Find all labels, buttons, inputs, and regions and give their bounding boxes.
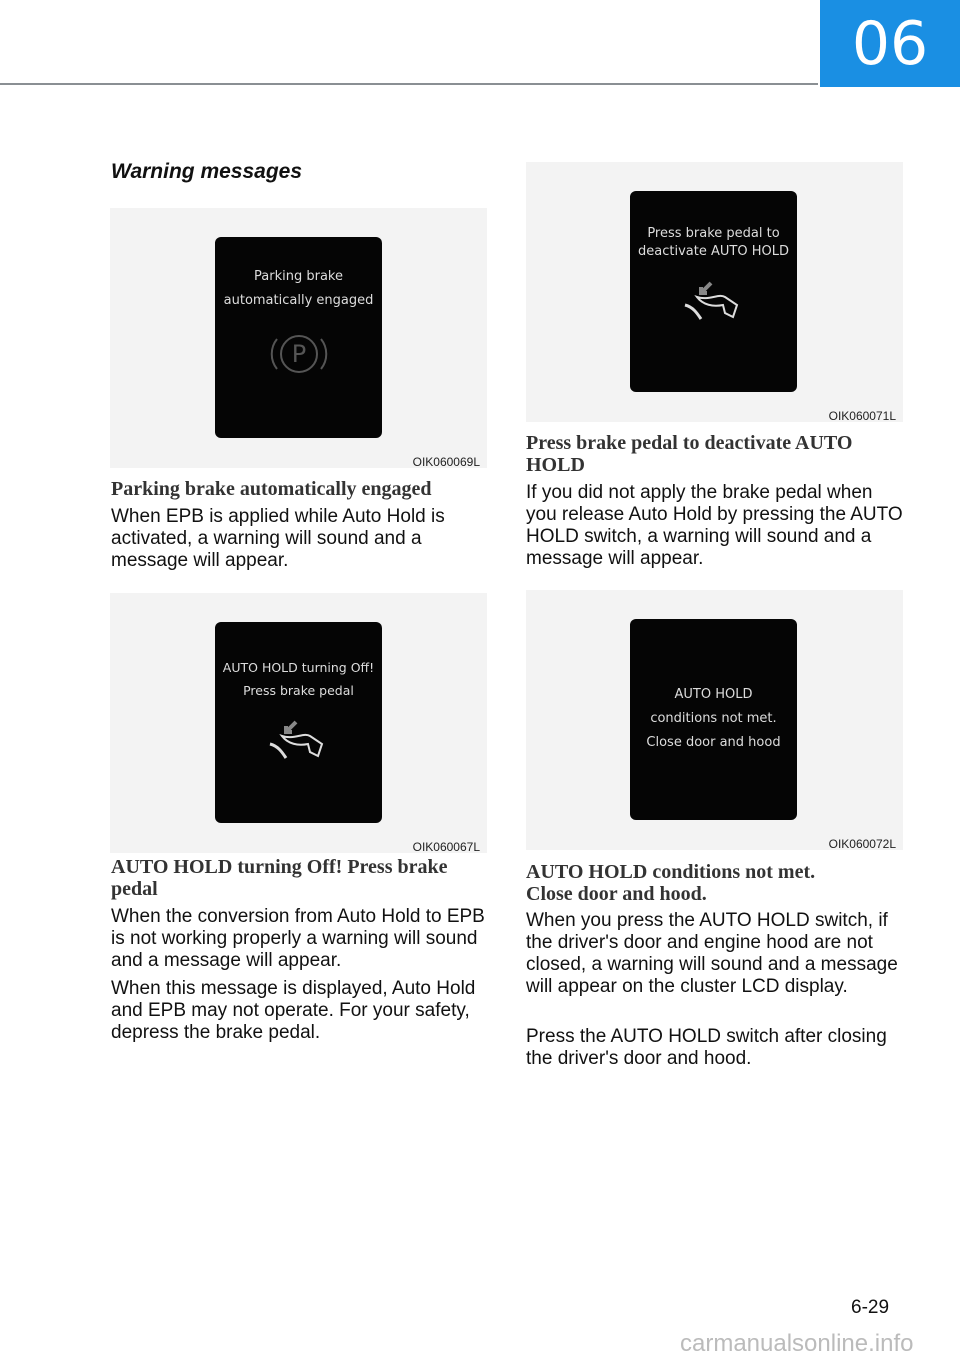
cluster-display bbox=[630, 191, 797, 392]
figure-auto-hold-off bbox=[110, 593, 487, 853]
item-body: When you press the AUTO HOLD switch, if the driver's door and engine hood are not closed, a warning will sound and a message will appear on the cluster LCD display. bbox=[526, 910, 898, 997]
display-text: AUTO HOLD bbox=[674, 687, 753, 702]
figure-parking-brake bbox=[110, 208, 487, 468]
item-heading: AUTO HOLD conditions not met. Close door and hood. bbox=[526, 861, 816, 905]
svg-text:P: P bbox=[291, 340, 306, 368]
display-text: conditions not met. bbox=[650, 711, 777, 726]
parking-brake-icon bbox=[269, 329, 329, 379]
brake-pedal-icon bbox=[679, 275, 749, 335]
figure-code: OIK060071L bbox=[828, 409, 896, 423]
item-heading: Parking brake automatically engaged bbox=[111, 478, 432, 500]
display-text: automatically engaged bbox=[223, 293, 374, 308]
brake-pedal-icon bbox=[264, 714, 334, 774]
item-body: If you did not apply the brake pedal when you release Auto Hold by pressing the AUTO HOLD switch, a warning will sound and a message will appear. bbox=[526, 482, 903, 569]
page-number: 6-29 bbox=[851, 1297, 890, 1318]
item-body: When EPB is applied while Auto Hold is activated, a warning will sound and a message will appear. bbox=[111, 506, 445, 571]
display-text: AUTO HOLD turning Off! bbox=[222, 660, 375, 675]
figure-code: OIK060069L bbox=[412, 455, 480, 469]
figure-press-brake bbox=[526, 162, 903, 422]
cluster-display bbox=[630, 619, 797, 820]
cluster-display bbox=[215, 237, 382, 438]
item-body: When the conversion from Auto Hold to EPB is not working properly a warning will sound and a message will appear. bbox=[111, 906, 485, 971]
display-text: Parking brake bbox=[254, 269, 343, 284]
cluster-display bbox=[215, 622, 382, 823]
section-title: Warning messages bbox=[111, 160, 303, 183]
figure-code: OIK060067L bbox=[412, 840, 480, 854]
item-heading: AUTO HOLD turning Off! Press brake pedal bbox=[111, 856, 448, 900]
item-body: Press the AUTO HOLD switch after closing the driver's door and hood. bbox=[526, 1026, 887, 1069]
display-text: Press brake pedal to bbox=[647, 226, 780, 241]
display-text: Press brake pedal bbox=[243, 683, 354, 698]
figure-conditions-not-met bbox=[526, 590, 903, 850]
item-body: When this message is displayed, Auto Hold and EPB may not operate. For your safety, depress the brake pedal. bbox=[111, 978, 476, 1043]
display-text: Close door and hood bbox=[646, 735, 781, 750]
chapter-badge: 06 bbox=[820, 0, 960, 87]
figure-code: OIK060072L bbox=[828, 837, 896, 851]
item-heading: Press brake pedal to deactivate AUTO HOLD bbox=[526, 432, 853, 476]
display-text: deactivate AUTO HOLD bbox=[638, 244, 789, 259]
watermark: carmanualsonline.info bbox=[680, 1330, 914, 1357]
header-rule bbox=[0, 83, 818, 85]
